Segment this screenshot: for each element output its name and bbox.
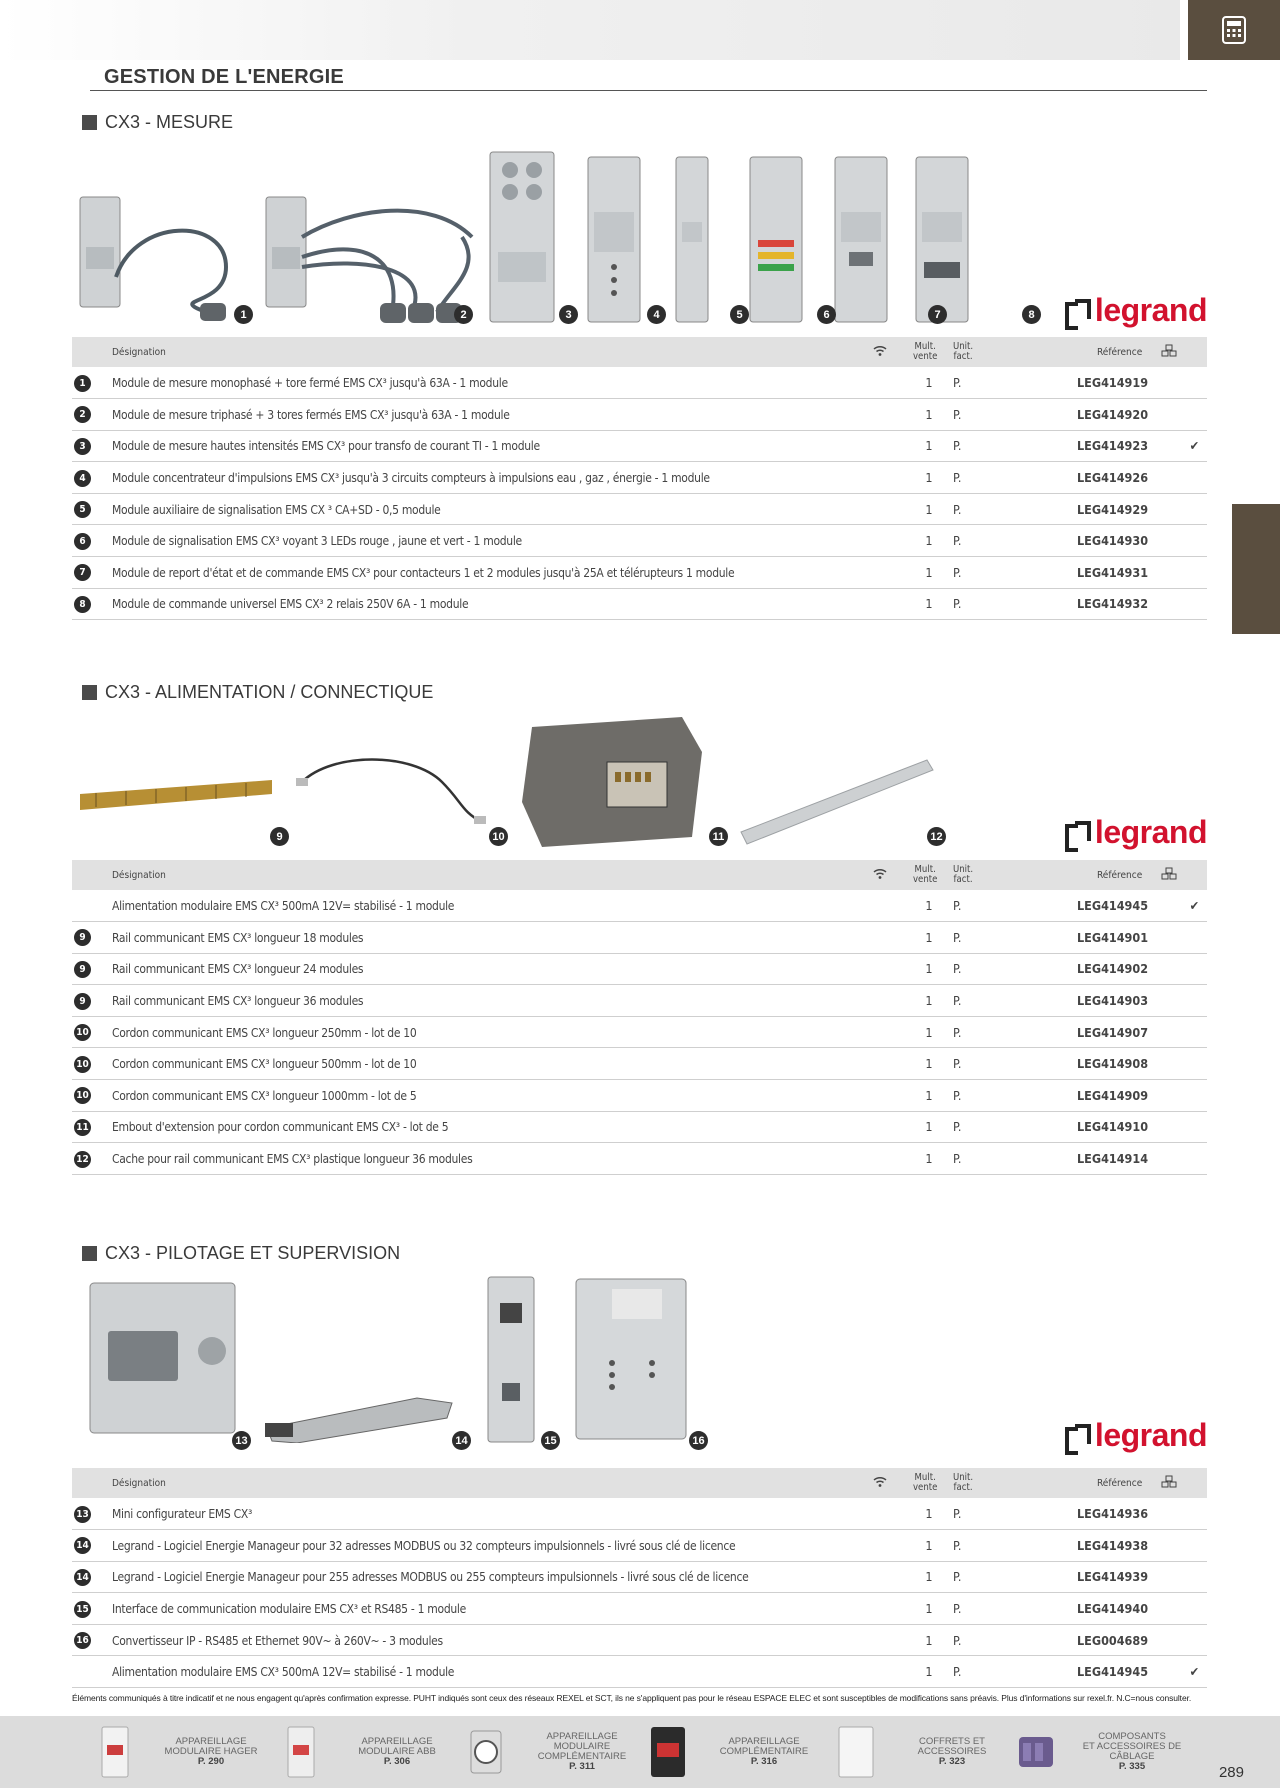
reference-cell: LEG414930 (1077, 533, 1149, 549)
section-alimentation (72, 680, 1207, 850)
product-image-rail-communicant (76, 772, 276, 822)
gallery-number: 8 (1022, 305, 1041, 324)
item-number-badge: 9 (74, 929, 91, 946)
product-table-alimentation (72, 860, 1207, 1175)
table-row[interactable] (72, 1498, 1207, 1530)
reference-cell: LEG414938 (1077, 1537, 1149, 1553)
section-title: CX3 - ALIMENTATION / CONNECTIQUE (72, 680, 1207, 704)
mult-cell: 1 (925, 898, 933, 914)
item-number-badge: 12 (74, 1151, 91, 1168)
item-number-badge: 5 (74, 501, 91, 518)
gallery-number: 15 (541, 1431, 560, 1450)
header-unit: Unit. (953, 341, 974, 352)
table-row[interactable] (72, 525, 1207, 557)
unit-cell: P. (953, 1569, 962, 1585)
mult-cell: 1 (925, 993, 933, 1009)
legrand-logo: legrand (1065, 814, 1207, 851)
section-title: CX3 - PILOTAGE ET SUPERVISION (72, 1241, 1207, 1265)
title-divider (90, 90, 1207, 91)
table-row[interactable] (72, 1111, 1207, 1143)
item-number-badge: 14 (74, 1569, 91, 1586)
unit-cell: P. (953, 533, 962, 549)
product-image-cle-licence (257, 1383, 457, 1443)
header-mult: Mult. (914, 1472, 936, 1483)
reference-cell: LEG414909 (1077, 1087, 1149, 1103)
mult-cell: 1 (925, 1087, 933, 1103)
stock-icon (1161, 344, 1177, 357)
reference-cell: LEG414945 (1077, 898, 1149, 914)
unit-cell: P. (953, 1601, 962, 1617)
unit-cell: P. (953, 1056, 962, 1072)
product-image-convertisseur-ip (572, 1273, 692, 1448)
reference-cell: LEG414901 (1077, 929, 1149, 945)
product-image-cache-rail (737, 752, 937, 852)
header-reference: Référence (981, 1468, 1161, 1498)
mult-cell: 1 (925, 929, 933, 945)
mult-cell: 1 (925, 961, 933, 977)
table-row[interactable] (72, 1530, 1207, 1562)
mult-cell: 1 (925, 470, 933, 486)
product-gallery (72, 142, 1207, 327)
legrand-mark-icon (1065, 821, 1089, 845)
table-row[interactable] (72, 557, 1207, 589)
mult-cell: 1 (925, 1119, 933, 1135)
mult-cell: 1 (925, 1569, 933, 1585)
mult-cell: 1 (925, 1056, 933, 1072)
product-image-concentrateur (582, 152, 647, 327)
item-number-badge: 2 (74, 406, 91, 423)
mult-cell: 1 (925, 438, 933, 454)
nav-link-coffrets[interactable]: COFFRETS ET ACCESSOIRES P. 323 (835, 1722, 1017, 1782)
calculator-icon (1221, 15, 1247, 45)
item-number-badge: 6 (74, 533, 91, 550)
unit-cell: P. (953, 596, 962, 612)
unit-cell: P. (953, 961, 962, 977)
product-image-signalisation-leds (744, 152, 809, 327)
designation-cell: Embout d'extension pour cordon communicant EMS CX³ - lot de 5 (112, 1120, 449, 1135)
mult-cell: 1 (925, 1506, 933, 1522)
header-unit: Unit. (953, 1472, 974, 1483)
mult-cell: 1 (925, 533, 933, 549)
mult-cell: 1 (925, 501, 933, 517)
unit-cell: P. (953, 1664, 962, 1680)
product-image-cordon (292, 752, 492, 832)
unit-cell: P. (953, 1119, 962, 1135)
gallery-number: 14 (452, 1431, 471, 1450)
product-image-embout (512, 712, 712, 852)
designation-cell: Module concentrateur d'impulsions EMS CX³ jusqu'à 3 circuits compteurs à impulsions eau , gaz , énergie - 1 module (112, 471, 710, 486)
bottom-navigation (0, 1716, 1280, 1788)
unit-cell: P. (953, 375, 962, 391)
gallery-number: 1 (234, 305, 253, 324)
section-bullet (82, 1246, 97, 1261)
catalog-section-tab[interactable] (1188, 0, 1280, 60)
stock-check-icon: ✔ (1189, 1664, 1199, 1680)
gallery-number: 6 (817, 305, 836, 324)
item-number-badge: 3 (74, 438, 91, 455)
wifi-icon (873, 1476, 887, 1487)
nav-link-cablage[interactable]: COMPOSANTS ET ACCESSOIRES DE CÂBLAGE P. 335 (1015, 1722, 1197, 1782)
reference-cell: LEG414931 (1077, 564, 1149, 580)
designation-cell: Cache pour rail communicant EMS CX³ plastique longueur 36 modules (112, 1152, 473, 1167)
item-number-badge: 10 (74, 1024, 91, 1041)
stock-icon (1161, 1475, 1177, 1488)
designation-cell: Cordon communicant EMS CX³ longueur 500mm - lot de 10 (112, 1057, 417, 1072)
mult-cell: 1 (925, 1024, 933, 1040)
table-row[interactable] (72, 588, 1207, 620)
timer-thumb-icon (465, 1723, 507, 1781)
nav-link-modulaire-complementaire[interactable]: APPAREILLAGE MODULAIRE COMPLÉMENTAIRE P. 311 (465, 1722, 647, 1782)
reference-cell: LEG414920 (1077, 406, 1149, 422)
section-bullet (82, 685, 97, 700)
designation-cell: Module de report d'état et de commande EMS CX³ pour contacteurs 1 et 2 modules jusqu'à 25A et télérupteurs 1 module (112, 565, 735, 580)
designation-cell: Legrand - Logiciel Energie Manageur pour 32 adresses MODBUS ou 32 compteurs impulsionnels - livré sous clé de licence (112, 1538, 736, 1553)
reference-cell: LEG414940 (1077, 1601, 1149, 1617)
header-mult: Mult. (914, 341, 936, 352)
item-number-badge: 4 (74, 470, 91, 487)
reference-cell: LEG414926 (1077, 470, 1149, 486)
gallery-number: 13 (232, 1431, 251, 1450)
reference-cell: LEG414919 (1077, 375, 1149, 391)
reference-cell: LEG414914 (1077, 1151, 1149, 1167)
table-row[interactable] (72, 1080, 1207, 1112)
reference-cell: LEG414907 (1077, 1024, 1149, 1040)
reference-cell: LEG414945 (1077, 1664, 1149, 1680)
designation-cell: Module de mesure triphasé + 3 tores fermés EMS CX³ jusqu'à 63A - 1 module (112, 407, 510, 422)
product-image-module-hautes-intensites (482, 142, 562, 327)
section-title: CX3 - MESURE (72, 110, 1207, 134)
table-row[interactable] (72, 890, 1207, 922)
stock-check-icon: ✔ (1189, 438, 1199, 454)
designation-cell: Cordon communicant EMS CX³ longueur 1000mm - lot de 5 (112, 1088, 417, 1103)
designation-cell: Module de commande universel EMS CX³ 2 relais 250V 6A - 1 module (112, 597, 469, 612)
side-thumb-tab[interactable] (1232, 504, 1280, 634)
table-header: Désignation Mult. vente Unit. fact. Référence (72, 1468, 1207, 1498)
unit-cell: P. (953, 1537, 962, 1553)
reference-cell: LEG414910 (1077, 1119, 1149, 1135)
unit-cell: P. (953, 438, 962, 454)
reference-cell: LEG414939 (1077, 1569, 1149, 1585)
unit-cell: P. (953, 564, 962, 580)
reference-cell: LEG414932 (1077, 596, 1149, 612)
unit-cell: P. (953, 1632, 962, 1648)
item-number-badge: 14 (74, 1537, 91, 1554)
designation-cell: Legrand - Logiciel Energie Manageur pour 255 adresses MODBUS ou 255 compteurs impulsionnels - livré sous clé de licence (112, 1570, 749, 1585)
item-number-badge: 11 (74, 1119, 91, 1136)
designation-cell: Module de mesure hautes intensités EMS CX³ pour transfo de courant TI - 1 module (112, 439, 540, 454)
item-number-badge: 8 (74, 596, 91, 613)
table-row[interactable] (72, 1048, 1207, 1080)
header-unit: Unit. (953, 864, 974, 875)
unit-cell: P. (953, 470, 962, 486)
mult-cell: 1 (925, 1151, 933, 1167)
gallery-number: 7 (928, 305, 947, 324)
header-mult: Mult. (914, 864, 936, 875)
mult-cell: 1 (925, 1537, 933, 1553)
item-number-badge: 1 (74, 375, 91, 392)
product-image-auxiliaire (670, 152, 715, 327)
reference-cell: LEG414903 (1077, 993, 1149, 1009)
header-reference: Référence (981, 860, 1161, 890)
table-row[interactable] (72, 1143, 1207, 1175)
section-bullet (82, 115, 97, 130)
page-title: GESTION DE L'ENERGIE (104, 66, 344, 88)
nav-link-hager[interactable]: APPAREILLAGE MODULAIRE HAGER P. 290 (94, 1722, 276, 1782)
product-image-commande-universel (910, 152, 975, 327)
mult-cell: 1 (925, 406, 933, 422)
unit-cell: P. (953, 1087, 962, 1103)
disclaimer-footnote: Éléments communiqués à titre indicatif et ne nous engagent qu'après confirmation expresse. PUHT indiqués sont ceux des réseaux REXEL et SCT, ils ne s'appliquent pas pour le réseau ESPACE ELEC et sont susceptibles de modifications sans préavis. Plus d'informations sur rexel.fr. N.C=nous consulter. (72, 1693, 1192, 1703)
table-row[interactable] (72, 1593, 1207, 1625)
product-gallery (72, 1273, 1207, 1453)
header-reference: Référence (981, 337, 1161, 367)
wifi-icon (873, 868, 887, 879)
nav-link-abb[interactable]: APPAREILLAGE MODULAIRE ABB P. 306 (280, 1722, 462, 1782)
legrand-logo: legrand (1065, 1417, 1207, 1454)
designation-cell: Module de mesure monophasé + tore fermé EMS CX³ jusqu'à 63A - 1 module (112, 376, 508, 391)
designation-cell: Interface de communication modulaire EMS CX³ et RS485 - 1 module (112, 1602, 466, 1617)
reference-cell: LEG414902 (1077, 961, 1149, 977)
product-gallery (72, 712, 1207, 852)
gallery-number: 3 (559, 305, 578, 324)
gallery-number: 16 (689, 1431, 708, 1450)
designation-cell: Rail communicant EMS CX³ longueur 24 modules (112, 962, 364, 977)
mult-cell: 1 (925, 1601, 933, 1617)
unit-cell: P. (953, 501, 962, 517)
gallery-number: 11 (709, 827, 728, 846)
designation-cell: Alimentation modulaire EMS CX³ 500mA 12V= stabilisé - 1 module (112, 899, 455, 914)
designation-cell: Mini configurateur EMS CX³ (112, 1507, 252, 1522)
reference-cell: LEG414923 (1077, 438, 1149, 454)
item-number-badge: 13 (74, 1506, 91, 1523)
unit-cell: P. (953, 1151, 962, 1167)
table-header: Désignation Mult. vente Unit. fact. Référence (72, 860, 1207, 890)
header-designation: Désignation (112, 337, 873, 367)
mult-cell: 1 (925, 1664, 933, 1680)
product-image-report-etat (829, 152, 894, 327)
designation-cell: Convertisseur IP - RS485 et Ethernet 90V~ à 260V~ - 3 modules (112, 1633, 443, 1648)
reference-cell: LEG004689 (1077, 1632, 1149, 1648)
section-mesure (72, 110, 1207, 328)
table-row[interactable] (72, 1016, 1207, 1048)
wifi-icon (873, 345, 887, 356)
gallery-number: 2 (454, 305, 473, 324)
legrand-logo: legrand (1065, 292, 1207, 329)
product-table-pilotage (72, 1468, 1207, 1688)
table-row[interactable] (72, 922, 1207, 954)
reference-cell: LEG414936 (1077, 1506, 1149, 1522)
product-image-module-tore (76, 177, 236, 327)
table-row[interactable] (72, 399, 1207, 431)
mult-cell: 1 (925, 1632, 933, 1648)
item-number-badge: 9 (74, 961, 91, 978)
designation-cell: Rail communicant EMS CX³ longueur 36 modules (112, 994, 364, 1009)
item-number-badge: 10 (74, 1056, 91, 1073)
stock-check-icon: ✔ (1189, 898, 1199, 914)
item-number-badge: 9 (74, 993, 91, 1010)
item-number-badge: 7 (74, 564, 91, 581)
table-row[interactable] (72, 430, 1207, 462)
table-row[interactable] (72, 1561, 1207, 1593)
header-designation: Désignation (112, 860, 873, 890)
nav-link-complementaire[interactable]: APPAREILLAGE COMPLÉMENTAIRE P. 316 (647, 1722, 829, 1782)
designation-cell: Cordon communicant EMS CX³ longueur 250mm - lot de 10 (112, 1025, 417, 1040)
item-number-badge: 10 (74, 1087, 91, 1104)
mult-cell: 1 (925, 564, 933, 580)
reference-cell: LEG414908 (1077, 1056, 1149, 1072)
legrand-mark-icon (1065, 1424, 1089, 1448)
stock-icon (1161, 867, 1177, 880)
unit-cell: P. (953, 1506, 962, 1522)
legrand-mark-icon (1065, 299, 1089, 323)
product-table-mesure (72, 337, 1207, 620)
unit-cell: P. (953, 929, 962, 945)
item-number-badge: 15 (74, 1601, 91, 1618)
mult-cell: 1 (925, 375, 933, 391)
reference-cell: LEG414929 (1077, 501, 1149, 517)
table-row[interactable] (72, 1656, 1207, 1688)
page-number: 289 (1218, 1764, 1244, 1781)
table-row[interactable] (72, 953, 1207, 985)
unit-cell: P. (953, 993, 962, 1009)
table-row[interactable] (72, 985, 1207, 1017)
gallery-number: 4 (647, 305, 666, 324)
table-header: Désignation Mult. vente Unit. fact. Référence (72, 337, 1207, 367)
table-row[interactable] (72, 462, 1207, 494)
unit-cell: P. (953, 898, 962, 914)
table-row[interactable] (72, 367, 1207, 399)
mult-cell: 1 (925, 596, 933, 612)
unit-cell: P. (953, 1024, 962, 1040)
product-thumb-icon (280, 1723, 322, 1781)
enclosure-thumb-icon (835, 1723, 877, 1781)
table-row[interactable] (72, 493, 1207, 525)
unit-cell: P. (953, 406, 962, 422)
gallery-number: 5 (730, 305, 749, 324)
section-pilotage (72, 1241, 1207, 1453)
header-designation: Désignation (112, 1468, 873, 1498)
terminals-thumb-icon (1015, 1723, 1057, 1781)
contactor-thumb-icon (647, 1723, 689, 1781)
product-thumb-icon (94, 1723, 136, 1781)
gallery-number: 10 (489, 827, 508, 846)
designation-cell: Alimentation modulaire EMS CX³ 500mA 12V= stabilisé - 1 module (112, 1665, 455, 1680)
item-number-badge: 16 (74, 1632, 91, 1649)
product-image-interface-rs485 (482, 1273, 542, 1448)
designation-cell: Module de signalisation EMS CX³ voyant 3 LEDs rouge , jaune et vert - 1 module (112, 534, 522, 549)
gallery-number: 9 (270, 827, 289, 846)
top-band (0, 0, 1180, 60)
designation-cell: Rail communicant EMS CX³ longueur 18 modules (112, 930, 364, 945)
gallery-number: 12 (927, 827, 946, 846)
product-image-mini-configurateur (84, 1273, 244, 1443)
designation-cell: Module auxiliaire de signalisation EMS CX ³ CA+SD - 0,5 module (112, 502, 441, 517)
table-row[interactable] (72, 1624, 1207, 1656)
